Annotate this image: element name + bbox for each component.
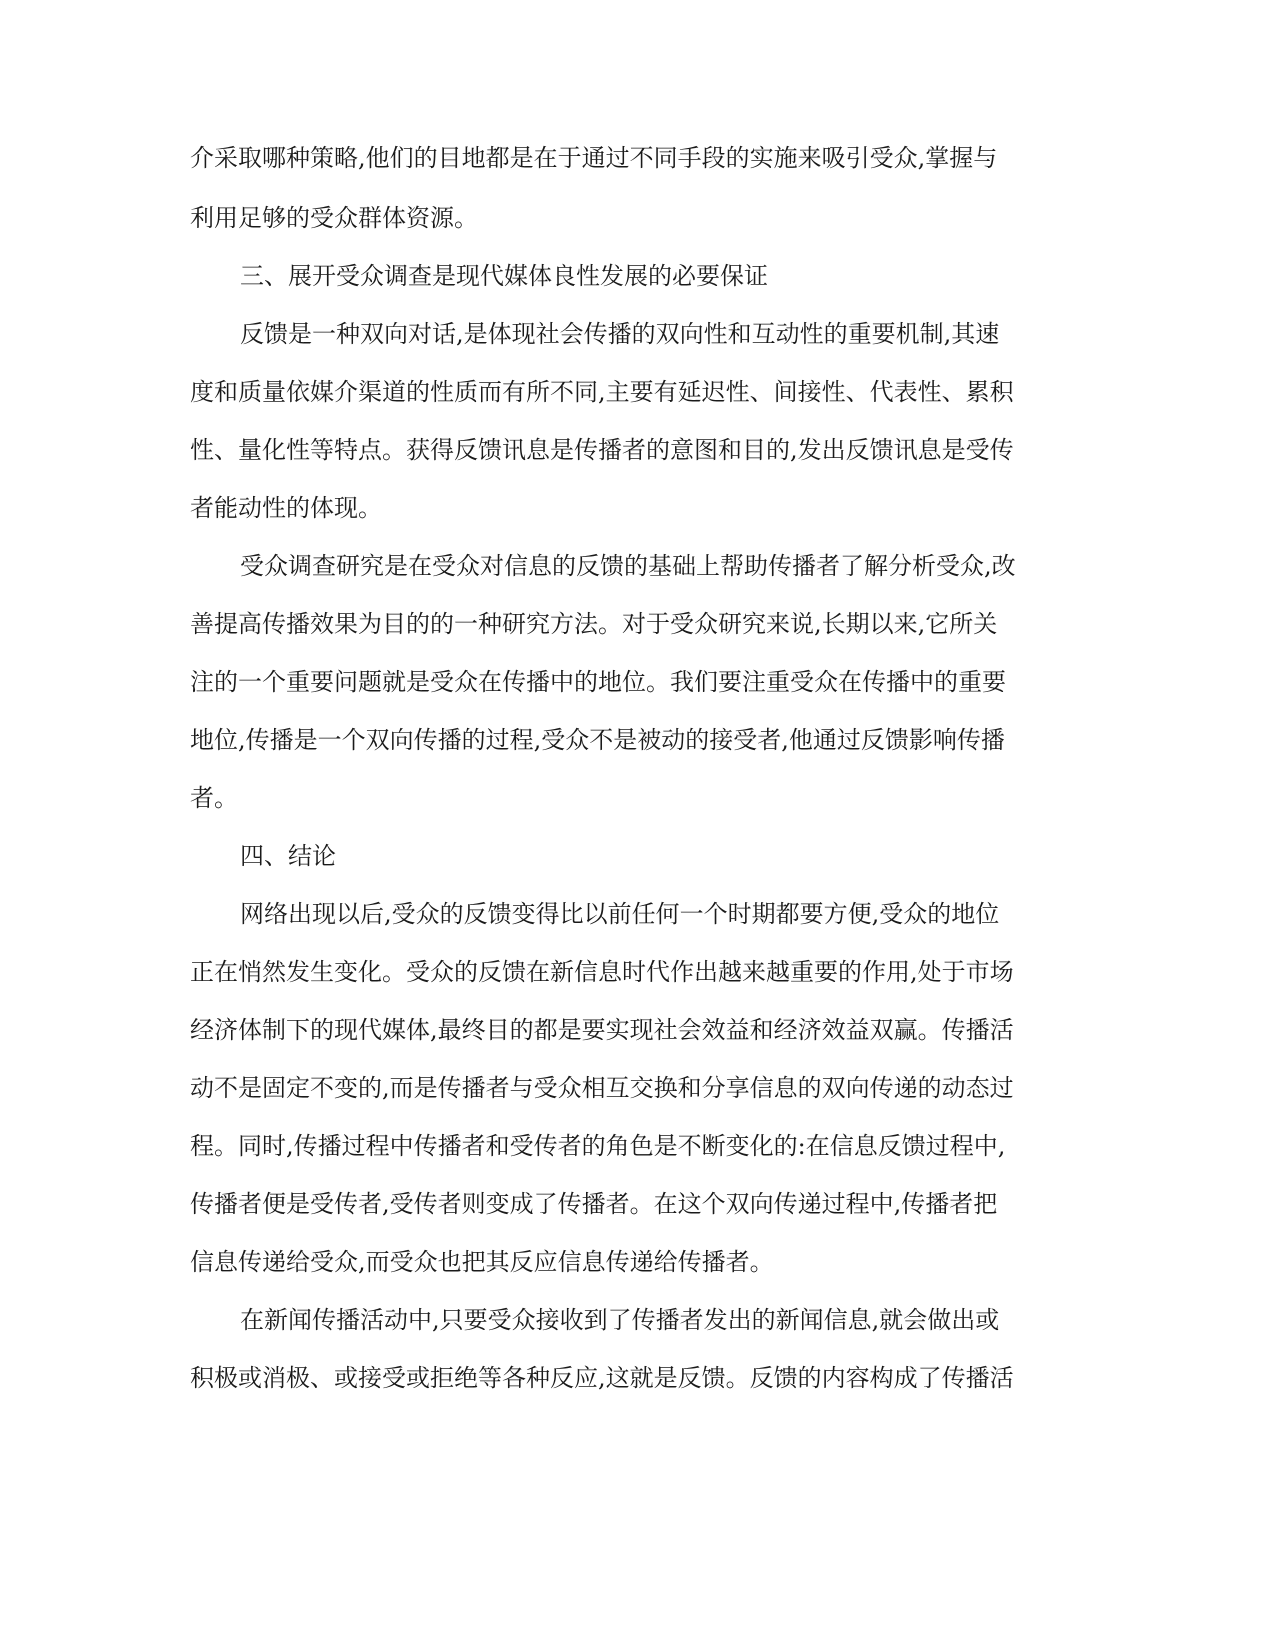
text-line: 程。同时,传播过程中传播者和受传者的角色是不断变化的:在信息反馈过程中,: [190, 1132, 1006, 1160]
text-line: 传播者便是受传者,受传者则变成了传播者。在这个双向传递过程中,传播者把: [190, 1190, 998, 1218]
text-line: 度和质量依媒介渠道的性质而有所不同,主要有延迟性、间接性、代表性、累积: [190, 378, 1014, 406]
text-line: 地位,传播是一个双向传播的过程,受众不是被动的接受者,他通过反馈影响传播: [190, 726, 1005, 754]
text-line: 利用足够的受众群体资源。: [190, 204, 478, 232]
text-line: 注的一个重要问题就是受众在传播中的地位。我们要注重受众在传播中的重要: [190, 668, 1006, 696]
section-heading: 四、结论: [240, 842, 336, 870]
text-line: 介采取哪种策略,他们的目地都是在于通过不同手段的实施来吸引受众,掌握与: [190, 144, 998, 172]
text-line: 者。: [190, 784, 238, 812]
text-line: 性、量化性等特点。获得反馈讯息是传播者的意图和目的,发出反馈讯息是受传: [190, 436, 1014, 464]
text-line: 积极或消极、或接受或拒绝等各种反应,这就是反馈。反馈的内容构成了传播活: [190, 1364, 1014, 1392]
text-line: 者能动性的体现。: [190, 494, 382, 522]
text-line: 反馈是一种双向对话,是体现社会传播的双向性和互动性的重要机制,其速: [240, 320, 1000, 348]
text-line: 善提高传播效果为目的的一种研究方法。对于受众研究来说,长期以来,它所关: [190, 610, 998, 638]
text-line: 正在悄然发生变化。受众的反馈在新信息时代作出越来越重要的作用,处于市场: [190, 958, 1014, 986]
text-line: 动不是固定不变的,而是传播者与受众相互交换和分享信息的双向传递的动态过: [190, 1074, 1014, 1102]
text-line: 网络出现以后,受众的反馈变得比以前任何一个时期都要方便,受众的地位: [240, 900, 1000, 928]
text-line: 信息传递给受众,而受众也把其反应信息传递给传播者。: [190, 1248, 774, 1276]
text-line: 经济体制下的现代媒体,最终目的都是要实现社会效益和经济效益双赢。传播活: [190, 1016, 1014, 1044]
text-line: 受众调查研究是在受众对信息的反馈的基础上帮助传播者了解分析受众,改: [240, 552, 1016, 580]
text-line: 在新闻传播活动中,只要受众接收到了传播者发出的新闻信息,就会做出或: [240, 1306, 1000, 1334]
section-heading: 三、展开受众调查是现代媒体良性发展的必要保证: [240, 262, 768, 290]
